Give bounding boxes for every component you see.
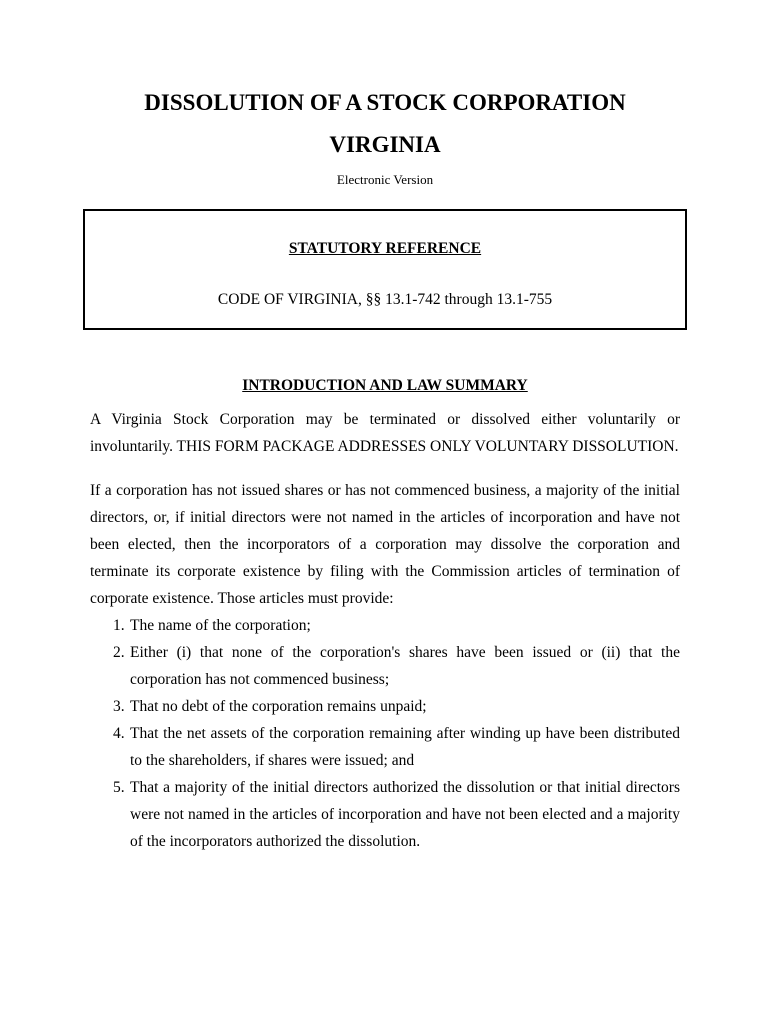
list-item-number: 1.	[113, 617, 125, 634]
list-item-number: 2.	[113, 644, 125, 661]
doc-title: DISSOLUTION OF A STOCK CORPORATION	[144, 90, 626, 115]
articles-requirements-list	[113, 612, 680, 855]
list-item-text: Either (i) that none of the corporation's shares have been issued or (ii) that the corporation has not commenced business;	[130, 644, 680, 688]
list-item-text: The name of the corporation;	[130, 617, 311, 634]
list-item	[113, 693, 680, 720]
statutory-reference-box	[83, 209, 687, 330]
doc-subtitle: VIRGINIA	[329, 132, 441, 157]
law-summary-paragraph: If a corporation has not issued shares or has not commenced business, a majority of the initial directors, or, if initial directors were not named in the articles of incorporation and have not been elected, then the incorporators of a corporation may dissolve the corporation and terminate its corporate existence by filing with the Commission articles of termination of corporate existence. Those articles must provide:	[90, 482, 680, 607]
list-item-text: That no debt of the corporation remains unpaid;	[130, 698, 427, 715]
list-item	[113, 612, 680, 639]
statutory-box-heading: STATUTORY REFERENCE	[288, 240, 482, 257]
intro-paragraph: A Virginia Stock Corporation may be terminated or dissolved either voluntarily or involuntarily. THIS FORM PACKAGE ADDRESSES ONLY VOLUNTARY DISSOLUTION.	[90, 411, 680, 455]
list-item-number: 5.	[113, 779, 125, 796]
list-item-text: That the net assets of the corporation remaining after winding up have been distributed to the shareholders, if shares were issued; and	[130, 725, 680, 769]
list-item	[113, 774, 680, 855]
section-heading: INTRODUCTION AND LAW SUMMARY	[242, 377, 528, 394]
list-item-text: That a majority of the initial directors authorized the dissolution or that initial directors were not named in the articles of incorporation and have not been elected and a majority of the incorporators authorized the dissolution.	[130, 779, 680, 850]
list-item-number: 3.	[113, 698, 125, 715]
list-item-number: 4.	[113, 725, 125, 742]
version-note: Electronic Version	[336, 172, 434, 187]
statutory-code-reference: CODE OF VIRGINIA, §§ 13.1-742 through 13.1-755	[217, 291, 553, 308]
list-item	[113, 639, 680, 693]
list-item	[113, 720, 680, 774]
